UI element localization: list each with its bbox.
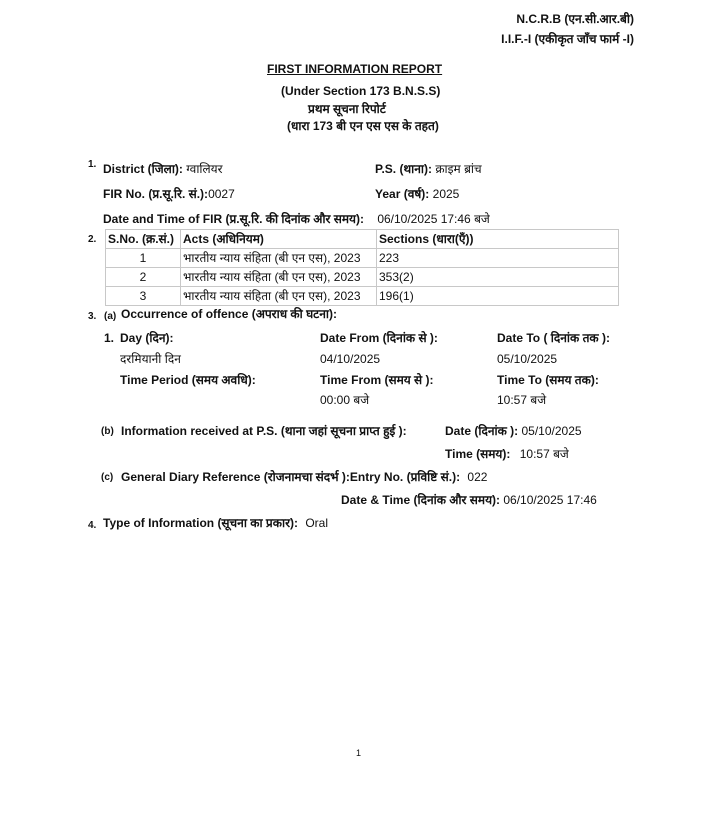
date-to-label: Date To ( दिनांक तक ): (497, 331, 610, 345)
district-field (103, 162, 223, 176)
row-section: 223 (377, 249, 619, 268)
occurrence-label: Occurrence of offence (अपराध की घटना): (121, 307, 337, 321)
time-period-label: Time Period (समय अवधि): (120, 373, 256, 387)
day-value: दरमियानी दिन (120, 352, 181, 366)
info-date-field (445, 424, 582, 438)
col-sections-header: Sections (धारा(एँ)) (377, 230, 619, 249)
fir-datetime-value: 06/10/2025 17:46 बजे (377, 212, 490, 226)
gd-datetime-value: 06/10/2025 17:46 (503, 493, 597, 507)
ps-value: क्राइम ब्रांच (435, 162, 482, 176)
date-from-label: Date From (दिनांक से ): (320, 331, 438, 345)
date-from-value: 04/10/2025 (320, 352, 381, 366)
report-section-en: (Under Section 173 B.N.S.S) (281, 84, 441, 98)
row-sno: 2 (106, 268, 181, 287)
fir-value: 0027 (208, 187, 235, 201)
type-of-information-field (103, 516, 328, 530)
gd-datetime-field (341, 493, 597, 507)
table-row (106, 268, 619, 287)
general-diary-field (121, 470, 487, 484)
report-title-hi: प्रथम सूचना रिपोर्ट (308, 102, 386, 116)
item-2-number: 2. (88, 234, 97, 245)
info-received-label: Information received at P.S. (थाना जहां सूचना प्राप्त हुई ): (121, 424, 407, 438)
report-section-hi: (धारा 173 बी एन एस एस के तहत) (287, 119, 439, 133)
row-act: भारतीय न्याय संहिता (बी एन एस), 2023 (181, 287, 377, 306)
info-time-field (445, 447, 569, 461)
time-from-value: 00:00 बजे (320, 393, 370, 407)
type-value: Oral (305, 516, 328, 530)
time-to-value: 10:57 बजे (497, 393, 547, 407)
year-label: Year (वर्ष): (375, 187, 430, 201)
row-section: 353(2) (377, 268, 619, 287)
item-4-number: 4. (88, 520, 97, 531)
iif-header: I.I.F.-I (एकीकृत जाँच फार्म -I) (501, 32, 634, 46)
district-value: ग्वालियर (186, 162, 223, 176)
table-row (106, 287, 619, 306)
time-to-label: Time To (समय तक): (497, 373, 599, 387)
table-row (106, 249, 619, 268)
info-date-label: Date (दिनांक ): (445, 424, 519, 438)
col-acts-header: Acts (अधिनियम) (181, 230, 377, 249)
info-time-label: Time (समय): (445, 447, 511, 461)
item-1-number: 1. (88, 159, 97, 170)
gd-label: General Diary Reference (रोजनामचा संदर्भ ):Entry No. (प्रविष्टि सं.): (121, 470, 461, 484)
gd-entry-value: 022 (467, 470, 488, 484)
page-number: 1 (356, 748, 362, 758)
fir-number-field (103, 187, 235, 201)
ncrb-header: N.C.R.B (एन.सी.आर.बी) (516, 12, 634, 26)
district-label: District (जिला): (103, 162, 183, 176)
item-3a-label: (a) (104, 311, 117, 322)
row-act: भारतीय न्याय संहिता (बी एन एस), 2023 (181, 268, 377, 287)
fir-datetime-label: Date and Time of FIR (प्र.सू.रि. की दिनांक और समय): (103, 212, 364, 226)
item-3-sub-number: 1. (104, 331, 115, 345)
time-from-label: Time From (समय से ): (320, 373, 434, 387)
report-title: FIRST INFORMATION REPORT (267, 62, 443, 76)
item-3-number: 3. (88, 311, 97, 322)
item-3b-label: (b) (101, 426, 114, 437)
acts-table (105, 229, 619, 306)
day-label: Day (दिन): (120, 331, 174, 345)
row-sno: 1 (106, 249, 181, 268)
police-station-field (375, 162, 482, 176)
info-time-value: 10:57 बजे (519, 447, 569, 461)
fir-label: FIR No. (प्र.सू.रि. सं.): (103, 187, 209, 201)
fir-datetime-field (103, 212, 490, 226)
year-field (375, 187, 459, 201)
table-header-row (106, 230, 619, 249)
item-3c-label: (c) (101, 472, 114, 483)
date-to-value: 05/10/2025 (497, 352, 558, 366)
year-value: 2025 (432, 187, 460, 201)
row-section: 196(1) (377, 287, 619, 306)
gd-datetime-label: Date & Time (दिनांक और समय): (341, 493, 501, 507)
ps-label: P.S. (थाना): (375, 162, 432, 176)
info-date-value: 05/10/2025 (521, 424, 582, 438)
type-label: Type of Information (सूचना का प्रकार): (103, 516, 298, 530)
row-act: भारतीय न्याय संहिता (बी एन एस), 2023 (181, 249, 377, 268)
row-sno: 3 (106, 287, 181, 306)
col-sno-header: S.No. (क्र.सं.) (106, 230, 181, 249)
